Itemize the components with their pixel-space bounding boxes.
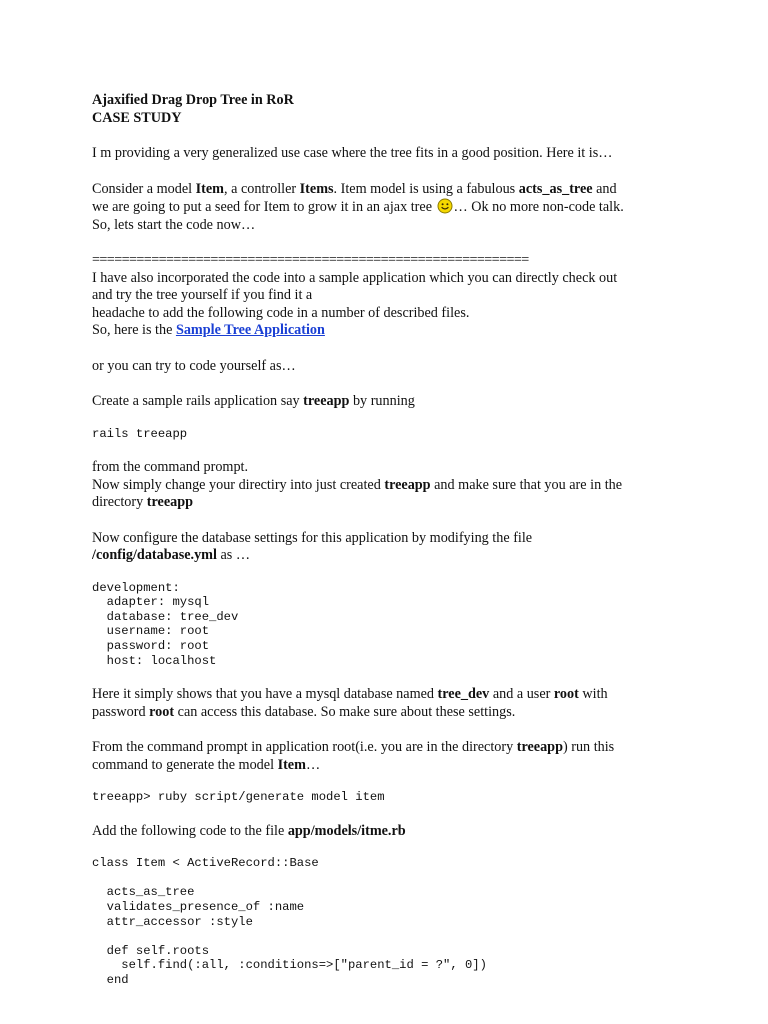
intro-paragraph: I m providing a very generalized use case where the tree fits in a good position. Here it is… bbox=[92, 145, 613, 161]
text-run: . Item model is using a fabulous bbox=[333, 180, 519, 197]
text-run: Here it simply shows that you have a mysql database named bbox=[92, 686, 438, 703]
document-subtitle: CASE STUDY bbox=[92, 109, 182, 126]
bold-items: Items bbox=[299, 180, 334, 197]
bold-database-yml: /config/database.yml bbox=[92, 547, 217, 564]
bold-treeapp: treeapp bbox=[384, 476, 431, 493]
text-run: we are going to put a seed for Item to grow it in an ajax tree bbox=[92, 199, 436, 215]
mysql-paragraph-line2 bbox=[92, 704, 692, 722]
text-run: command to generate the model bbox=[92, 756, 278, 773]
text-run: and a user bbox=[489, 686, 554, 703]
code-block-generate: treeapp> ruby script/generate model item bbox=[92, 790, 385, 805]
text-run: Add the following code to the file bbox=[92, 822, 288, 839]
text-run: … bbox=[305, 756, 321, 773]
command-prompt-line2 bbox=[92, 477, 692, 495]
text-run: as … bbox=[216, 547, 251, 564]
text-run: Now simply change your directiry into just created bbox=[92, 476, 385, 493]
bold-treeapp: treeapp bbox=[146, 494, 193, 511]
generate-model-line2 bbox=[92, 757, 692, 775]
model-paragraph-line3: So, lets start the code now… bbox=[92, 216, 256, 233]
smiley-face-icon bbox=[437, 198, 453, 214]
text-run: So, here is the bbox=[92, 322, 176, 338]
text-run: can access this database. So make sure about these settings. bbox=[174, 703, 516, 720]
command-prompt-line1: from the command prompt. bbox=[92, 459, 249, 476]
text-run: directory bbox=[92, 494, 147, 511]
text-run: Create a sample rails application say bbox=[92, 393, 304, 409]
database-config-line1: Now configure the database settings for this application by modifying the file bbox=[92, 529, 533, 546]
text-run: From the command prompt in application root(i.e. you are in the directory bbox=[92, 739, 517, 756]
text-run: … Ok no more non-code talk. bbox=[453, 199, 624, 215]
document-page bbox=[92, 92, 692, 988]
text-run: with bbox=[578, 686, 608, 703]
bold-treeapp: treeapp bbox=[516, 739, 563, 756]
bold-root: root bbox=[553, 686, 579, 703]
separator-rule: =========================================================== bbox=[92, 252, 529, 268]
add-code-paragraph bbox=[92, 823, 692, 841]
code-block-rails: rails treeapp bbox=[92, 426, 188, 441]
bold-root: root bbox=[149, 703, 175, 720]
sample-app-line1: I have also incorporated the code into a sample application which you can directly check out bbox=[92, 269, 618, 286]
bold-acts-as-tree: acts_as_tree bbox=[518, 180, 593, 197]
create-app-paragraph bbox=[92, 393, 692, 411]
code-block-item-model: class Item < ActiveRecord::Base acts_as_tree validates_presence_of :name attr_accessor :style def self.roots self.find(:all, :conditions=>["parent_id = ?", 0]) end bbox=[92, 856, 487, 987]
model-paragraph bbox=[92, 181, 692, 199]
sample-app-line2: and try the tree yourself if you find it a bbox=[92, 287, 313, 303]
text-run: and bbox=[592, 180, 617, 197]
sample-tree-application-link[interactable]: Sample Tree Application bbox=[175, 322, 325, 338]
document-title: Ajaxified Drag Drop Tree in RoR bbox=[92, 92, 294, 108]
sample-app-line3: headache to add the following code in a number of described files. bbox=[92, 304, 470, 321]
bold-model-path: app/models/itme.rb bbox=[287, 822, 406, 839]
text-run: Consider a model bbox=[92, 180, 196, 197]
bold-treeapp: treeapp bbox=[303, 393, 350, 409]
command-prompt-line3 bbox=[92, 494, 692, 512]
try-yourself-paragraph: or you can try to code yourself as… bbox=[92, 357, 296, 374]
text-run: , a controller bbox=[224, 180, 300, 197]
sample-app-line4 bbox=[92, 322, 692, 340]
code-block-database-yml: development: adapter: mysql database: tree_dev username: root password: root host: localhost bbox=[92, 580, 239, 668]
text-run: and make sure that you are in the bbox=[430, 476, 623, 493]
database-config-line2 bbox=[92, 547, 692, 565]
text-run: password bbox=[92, 703, 150, 720]
text-run: by running bbox=[349, 393, 415, 409]
generate-model-line1 bbox=[92, 739, 692, 757]
model-paragraph-line2 bbox=[92, 198, 692, 217]
bold-item: Item bbox=[195, 180, 225, 197]
text-run: ) run this bbox=[562, 739, 615, 756]
bold-item: Item bbox=[277, 756, 306, 773]
bold-tree-dev: tree_dev bbox=[437, 686, 490, 703]
mysql-paragraph-line1 bbox=[92, 686, 692, 704]
